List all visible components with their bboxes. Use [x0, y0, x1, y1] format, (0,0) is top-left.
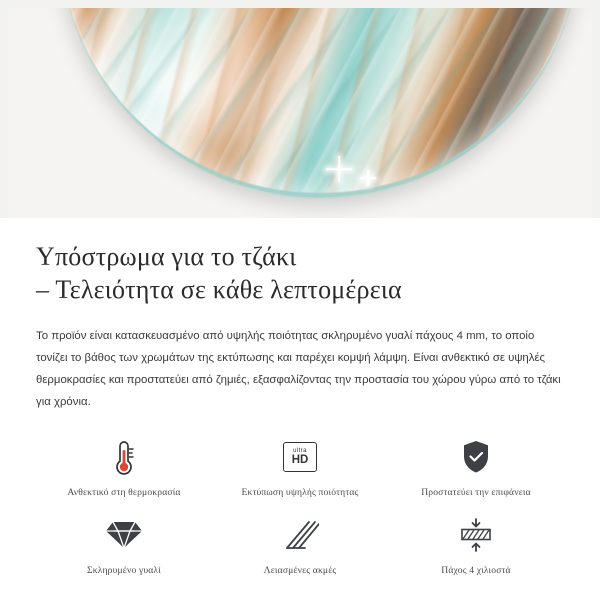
ultra-hd-badge-bottom: HD: [291, 454, 309, 467]
polished-edges-icon: [281, 513, 319, 557]
product-description-text: Το προϊόν είναι κατασκευασμένο από υψηλής ποιότητας σκληρυμένο γυαλί πάχους 4 mm, το οποίο τονίζει το βάθος των χρωμάτων της εκτύπωσης και παρέχει κομψή λάμψη. Είναι ανθεκτικό σε υψηλές θερμοκρασίες και προστατεύει από ζημιές, εξασφαλίζοντας την προστασία του χώρου γύρω από το τζάκι για χρόνια.: [36, 329, 561, 409]
thermometer-icon: [109, 435, 139, 479]
feature-label: Ανθεκτικό στη θερμοκρασία: [67, 487, 181, 499]
thickness-arrows-icon: [456, 513, 496, 557]
content-section: [0, 218, 600, 600]
feature-label: Πάχος 4 χιλιοστά: [441, 564, 511, 576]
feature-label: Εκτύπωση υψηλής ποιότητας: [241, 487, 359, 499]
feature-label: Σκληρυμένο γυαλί: [87, 564, 161, 576]
shield-check-icon: [459, 435, 493, 479]
feature-label: Λειασμένες ακμές: [263, 564, 337, 576]
feature-item-tempered-glass: [36, 513, 212, 577]
feature-label: Προστατεύει την επιφάνεια: [421, 487, 531, 499]
page-title-line-2: – Τελειότητα σε κάθε λεπτομέρεια: [36, 275, 402, 305]
feature-item-surface-protection: [388, 435, 564, 499]
page-title: [36, 240, 564, 307]
glass-plate-graphic: [60, 8, 580, 198]
page-title-line-1: Υπόστρωμα για το τζάκι: [36, 242, 297, 271]
feature-item-thickness: [388, 513, 564, 577]
plate-edge-highlight: [60, 8, 580, 198]
feature-list: [36, 435, 564, 576]
ultra-hd-badge-top: ultra: [293, 448, 307, 455]
hero-image-frame: [8, 8, 592, 218]
feature-item-high-quality-print: [212, 435, 388, 499]
diamond-icon: [105, 513, 143, 557]
hero-image: [0, 0, 600, 218]
ultra-hd-icon: [283, 435, 317, 479]
feature-item-polished-edges: [212, 513, 388, 577]
feature-item-temperature-resistant: [36, 435, 212, 499]
